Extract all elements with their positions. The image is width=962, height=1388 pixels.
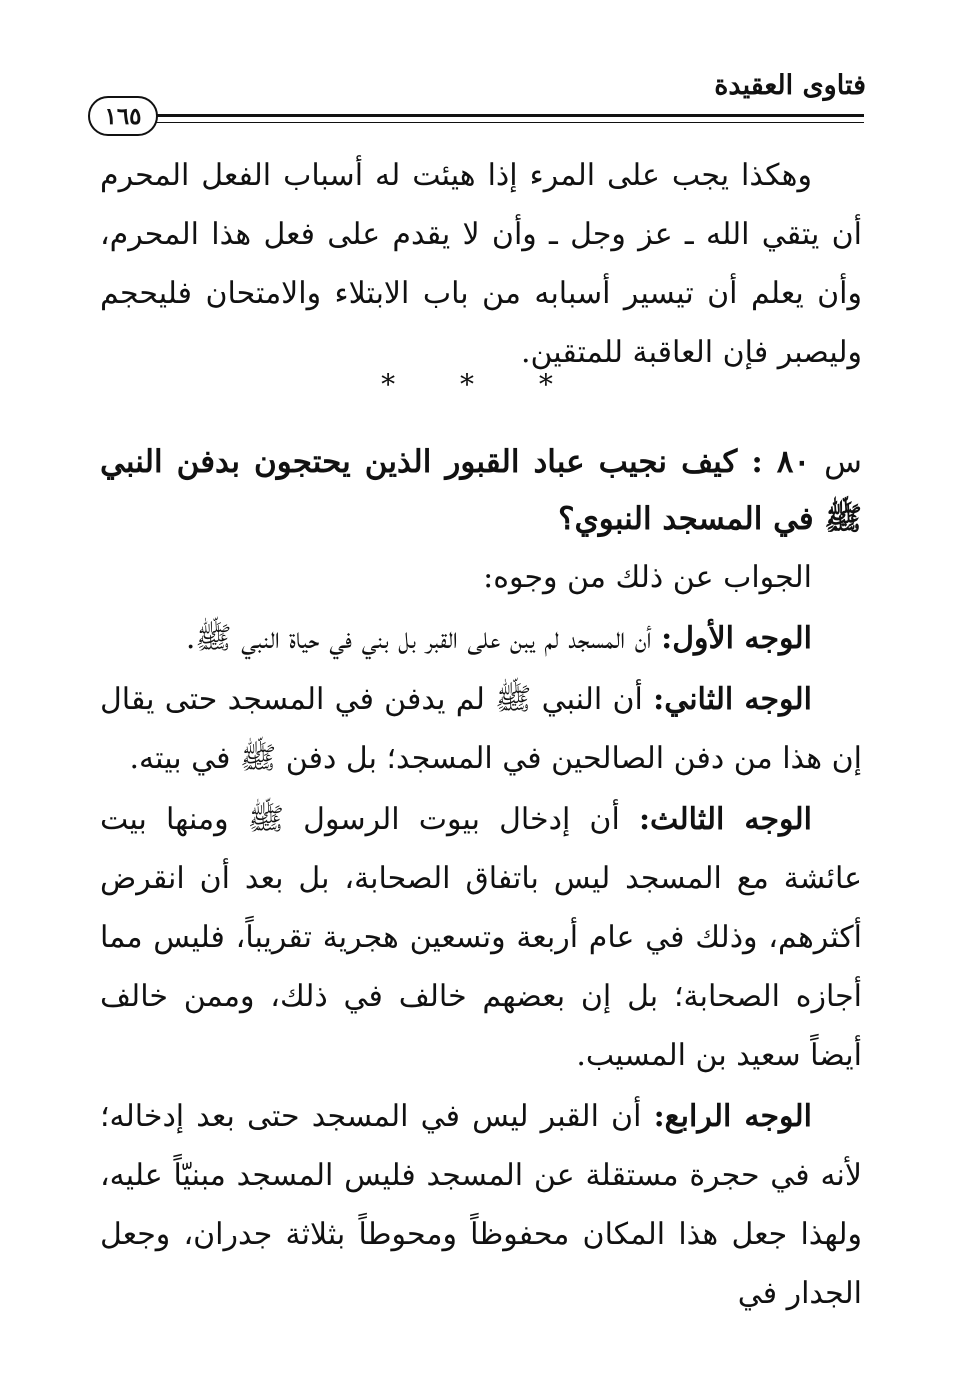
intro-paragraph-block <box>100 146 862 382</box>
point-text: أن إدخال بيوت الرسول ﷺ ومنها بيت عائشة مع المسجد ليس باتفاق الصحابة، بل بعد أن انقرض أكثرهم، وذلك في عام أربعة وتسعين هجرية تقريباً، فليس مما أجازه الصحابة؛ بل إن بعضهم خالف في ذلك، وممن خالف أيضاً سعيد بن المسيب. <box>100 802 862 1073</box>
question-marker: س <box>824 444 862 480</box>
point-label: الوجه الرابع: <box>653 1099 813 1134</box>
header-rule <box>150 114 864 117</box>
point-paragraph <box>100 1087 862 1323</box>
page-number: ١٦٥ <box>88 96 158 136</box>
question-number: ٨٠ : <box>751 444 811 480</box>
point-paragraph <box>100 790 862 1085</box>
running-header-title: فتاوى العقيدة <box>714 70 866 101</box>
answer-intro: الجواب عن ذلك من وجوه: <box>483 560 812 595</box>
point-paragraph <box>100 609 862 668</box>
point-text: أن المسجد لم يبن على القبر بل بني في حياة النبي ﷺ. <box>185 621 652 656</box>
question-text: كيف نجيب عباد القبور الذين يحتجون بدفن النبي ﷺ في المسجد النبوي؟ <box>100 444 862 537</box>
header-rule-thin <box>150 122 864 123</box>
point-label: الوجه الثاني: <box>653 682 813 717</box>
section-separator: * * * <box>381 368 581 401</box>
point-paragraph <box>100 670 862 788</box>
question-block <box>100 434 862 548</box>
point-label: الوجه الثالث: <box>638 802 812 837</box>
intro-paragraph: وهكذا يجب على المرء إذا هيئت له أسباب الفعل المحرم أن يتقي الله ـ عز وجل ـ وأن لا يقدم على فعل هذا المحرم، وأن يعلم أن تيسير أسبابه من باب الابتلاء والامتحان فليحجم وليصبر فإن العاقبة للمتقين. <box>100 158 862 370</box>
point-label: الوجه الأول: <box>661 621 812 656</box>
answer-block <box>100 548 862 1323</box>
point-text: أن القبر ليس في المسجد حتى بعد إدخاله؛ لأنه في حجرة مستقلة عن المسجد فليس المسجد مبنيّاً عليه، ولهذا جعل هذا المكان محفوظاً ومحوطاً بثلاثة جدران، وجعل الجدار في <box>100 1099 862 1311</box>
point-text: أن النبي ﷺ لم يدفن في المسجد حتى يقال إن هذا من دفن الصالحين في المسجد؛ بل دفن ﷺ في بيته. <box>100 682 862 776</box>
